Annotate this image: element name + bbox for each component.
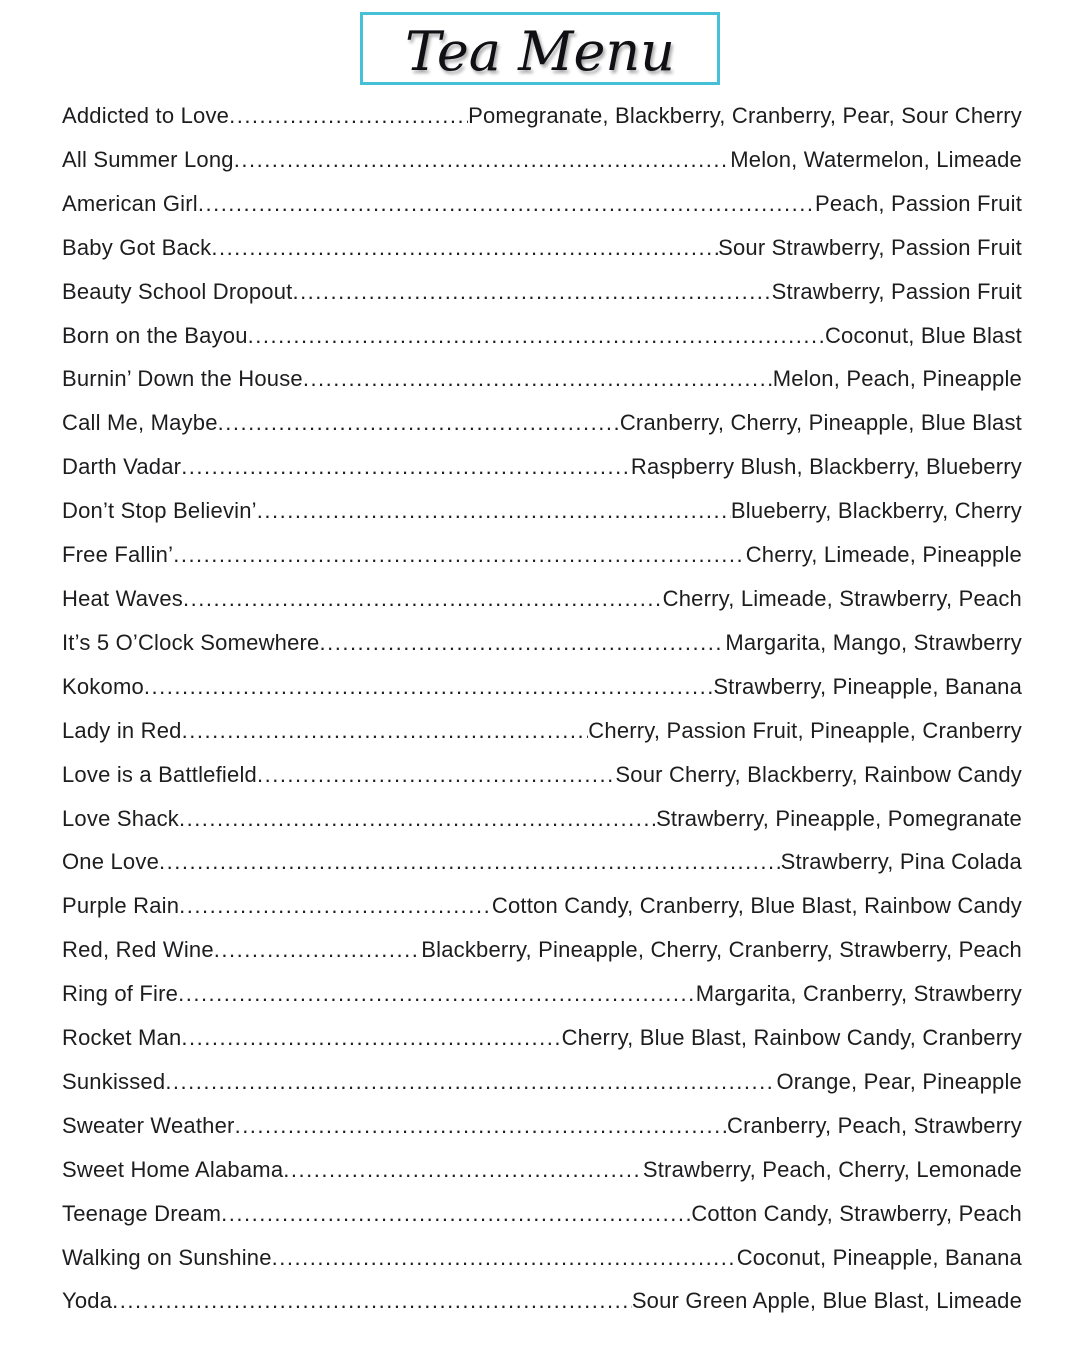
drink-name: Sweater Weather [62, 1112, 235, 1138]
menu-item-row [62, 1104, 1022, 1148]
drink-name: Born on the Bayou [62, 322, 248, 348]
drink-name: Love Shack [62, 805, 179, 831]
dot-leader [183, 577, 663, 621]
drink-name: Rocket Man [62, 1025, 182, 1051]
dot-leader [181, 445, 631, 489]
menu-item-row [62, 445, 1022, 489]
menu-item-row [62, 533, 1022, 577]
menu-item-row [62, 182, 1022, 226]
dot-leader [144, 665, 713, 709]
menu-item-row [62, 357, 1022, 401]
dot-leader [235, 1104, 727, 1148]
drink-name: American Girl [62, 190, 198, 216]
drink-flavors: Orange, Pear, Pineapple [776, 1068, 1022, 1094]
dot-leader [272, 1236, 737, 1280]
drink-flavors: Cherry, Limeade, Strawberry, Peach [662, 585, 1022, 611]
drink-name: Teenage Dream [62, 1200, 222, 1226]
drink-flavors: Strawberry, Pina Colada [780, 849, 1022, 875]
drink-flavors: Cranberry, Peach, Strawberry [727, 1112, 1022, 1138]
menu-item-row [62, 1236, 1022, 1280]
drink-flavors: Peach, Passion Fruit [815, 190, 1022, 216]
drink-flavors: Blueberry, Blackberry, Cherry [730, 498, 1022, 524]
menu-item-row [62, 621, 1022, 665]
dot-leader [303, 357, 773, 401]
drink-name: Addicted to Love [62, 103, 230, 128]
drink-flavors: Cherry, Blue Blast, Rainbow Candy, Cranberry [561, 1025, 1022, 1051]
drink-name: Beauty School Dropout [62, 278, 293, 304]
drink-flavors: Strawberry, Pineapple, Banana [713, 673, 1022, 699]
drink-name: One Love [62, 849, 160, 875]
menu-item-row [62, 840, 1022, 884]
drink-name: Love is a Battlefield [62, 761, 257, 787]
drink-name: Baby Got Back [62, 234, 212, 260]
menu-item-row [62, 138, 1022, 182]
drink-name: It’s 5 O’Clock Somewhere [62, 629, 320, 655]
menu-item-row [62, 94, 1022, 138]
menu-item-row [62, 577, 1022, 621]
dot-leader [257, 753, 615, 797]
drink-flavors: Strawberry, Peach, Cherry, Lemonade [642, 1156, 1022, 1182]
drink-flavors: Cranberry, Cherry, Pineapple, Blue Blast [619, 410, 1022, 436]
drink-flavors: Pomegranate, Blackberry, Cranberry, Pear, Sour Cherry [468, 103, 1022, 128]
dot-leader [292, 270, 771, 314]
menu-list [62, 94, 1022, 1323]
drink-flavors: Sour Green Apple, Blue Blast, Limeade [631, 1288, 1022, 1314]
drink-name: Lady in Red [62, 717, 182, 743]
menu-item-row [62, 1192, 1022, 1236]
drink-name: Kokomo [62, 673, 144, 699]
menu-item-row [62, 401, 1022, 445]
drink-flavors: Blackberry, Pineapple, Cherry, Cranberry, Strawberry, Peach [421, 937, 1022, 963]
drink-name: Red, Red Wine [62, 937, 214, 963]
menu-item-row [62, 928, 1022, 972]
drink-name: Sunkissed [62, 1068, 166, 1094]
drink-name: Purple Rain [62, 893, 180, 919]
dot-leader [211, 226, 718, 270]
drink-name: Heat Waves [62, 585, 184, 611]
dot-leader [178, 972, 696, 1016]
menu-item-row [62, 1148, 1022, 1192]
dot-leader [179, 884, 492, 928]
drink-flavors: Cotton Candy, Cranberry, Blue Blast, Rainbow Candy [491, 893, 1022, 919]
dot-leader [198, 182, 815, 226]
menu-item-row [62, 226, 1022, 270]
drink-name: All Summer Long [62, 146, 234, 172]
drink-flavors: Cherry, Passion Fruit, Pineapple, Cranberry [588, 717, 1022, 743]
page-title: Tea Menu [405, 20, 675, 83]
menu-item-row [62, 972, 1022, 1016]
menu-item-row [62, 665, 1022, 709]
dot-leader [257, 489, 731, 533]
drink-name: Call Me, Maybe [62, 410, 218, 436]
drink-flavors: Raspberry Blush, Blackberry, Blueberry [630, 454, 1022, 480]
menu-item-row [62, 709, 1022, 753]
menu-item-row [62, 1016, 1022, 1060]
drink-name: Burnin’ Down the House [62, 366, 303, 392]
dot-leader [221, 1192, 691, 1236]
drink-name: Don’t Stop Believin’ [62, 498, 257, 524]
menu-item-row [62, 314, 1022, 358]
drink-flavors: Melon, Peach, Pineapple [772, 366, 1022, 392]
drink-flavors: Sour Strawberry, Passion Fruit [718, 234, 1022, 260]
dot-leader [179, 797, 656, 841]
dot-leader [165, 1060, 776, 1104]
drink-name: Ring of Fire [62, 981, 179, 1007]
drink-flavors: Coconut, Blue Blast [824, 322, 1022, 348]
dot-leader [218, 401, 620, 445]
drink-flavors: Strawberry, Pineapple, Pomegranate [656, 805, 1022, 831]
menu-item-row [62, 753, 1022, 797]
dot-leader [181, 1016, 561, 1060]
menu-item-row [62, 797, 1022, 841]
title-frame [360, 12, 720, 85]
drink-name: Walking on Sunshine [62, 1244, 272, 1270]
dot-leader [283, 1148, 643, 1192]
menu-item-row [62, 1279, 1022, 1323]
drink-name: Darth Vadar [62, 454, 182, 480]
menu-item-row [62, 270, 1022, 314]
drink-flavors: Strawberry, Passion Fruit [771, 278, 1022, 304]
dot-leader [182, 709, 589, 753]
dot-leader [214, 928, 421, 972]
menu-item-row [62, 884, 1022, 928]
drink-flavors: Sour Cherry, Blackberry, Rainbow Candy [615, 761, 1022, 787]
drink-name: Yoda [62, 1288, 113, 1314]
drink-flavors: Margarita, Cranberry, Strawberry [695, 981, 1022, 1007]
dot-leader [159, 840, 781, 884]
drink-flavors: Coconut, Pineapple, Banana [736, 1244, 1022, 1270]
drink-flavors: Cherry, Limeade, Pineapple [745, 542, 1022, 568]
drink-name: Free Fallin’ [62, 542, 174, 568]
menu-item-row [62, 1060, 1022, 1104]
menu-header [0, 0, 1080, 85]
dot-leader [234, 138, 731, 182]
drink-flavors: Cotton Candy, Strawberry, Peach [691, 1200, 1022, 1226]
drink-flavors: Margarita, Mango, Strawberry [725, 629, 1022, 655]
drink-flavors: Melon, Watermelon, Limeade [730, 146, 1022, 172]
dot-leader [320, 621, 726, 665]
dot-leader [173, 533, 746, 577]
menu-item-row [62, 489, 1022, 533]
dot-leader [229, 94, 468, 138]
drink-name: Sweet Home Alabama [62, 1156, 284, 1182]
dot-leader [112, 1279, 632, 1323]
dot-leader [248, 314, 825, 358]
